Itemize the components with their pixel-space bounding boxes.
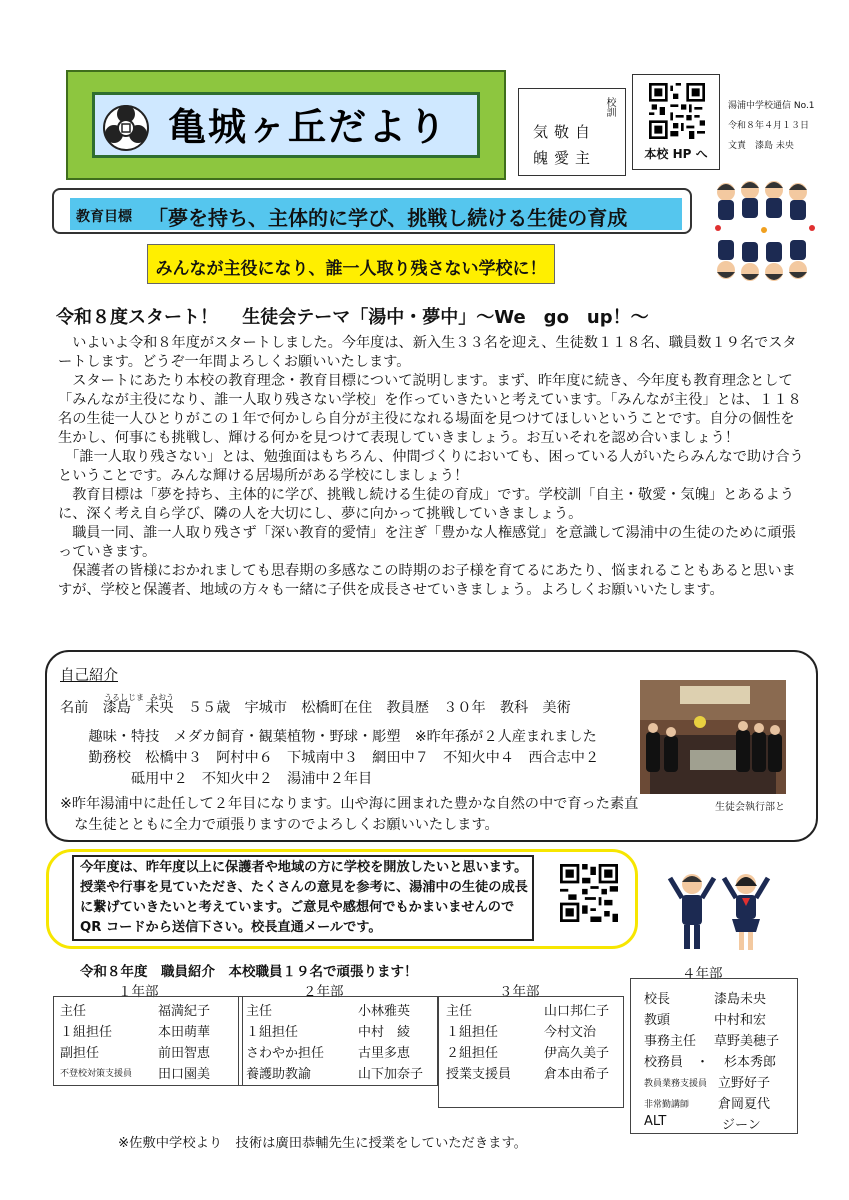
staff-role: 養護助教諭 bbox=[246, 1067, 312, 1082]
intro-line: な生徒とともに全力で頑張りますのでよろしくお願いいたします。 bbox=[60, 817, 499, 833]
staff-role: 非常勤講師 bbox=[644, 1100, 690, 1110]
issue-date: 令和８年４月１３日 bbox=[728, 121, 810, 131]
article-body bbox=[58, 334, 806, 600]
staff-heading: 令和８年度 職員紹介 本校職員１９名で頑張ります！ bbox=[80, 964, 418, 980]
staff-role: 不登校対策支援員 bbox=[60, 1069, 133, 1079]
intro-text bbox=[60, 698, 640, 790]
issue-author: 文責 漆島 未央 bbox=[728, 141, 794, 151]
motto-line-1: 気敬自 bbox=[533, 123, 597, 141]
goal-text: 「夢を持ち、主体的に学び、挑戦し続ける生徒の育成 bbox=[148, 206, 628, 230]
staff-name: 中村和宏 bbox=[714, 1013, 767, 1028]
motto-label: 校訓 bbox=[604, 97, 615, 117]
staff-role: ALT bbox=[644, 1114, 667, 1129]
goal-label: 教育目標 bbox=[76, 209, 132, 225]
name-ruby: みおう bbox=[150, 693, 174, 702]
staff-role: １組担任 bbox=[60, 1025, 113, 1040]
staff-name: 伊高久美子 bbox=[544, 1046, 610, 1061]
staff-name: 草野美穂子 bbox=[714, 1034, 780, 1049]
staff-role: ２組担任 bbox=[446, 1046, 499, 1061]
staff-name: 杉本秀郎 bbox=[724, 1055, 777, 1070]
grade-heading: ２年部 bbox=[303, 984, 344, 1000]
qr-code-icon[interactable] bbox=[560, 864, 618, 922]
intro-line: ※昨年湯浦中に赴任して２年目になります。山や海に囲まれた豊かな自然の中で育った素直 bbox=[60, 796, 639, 812]
staff-footnote: ※佐敷中学校より 技術は廣田恭輔先生に授業をしていただきます。 bbox=[118, 1136, 527, 1151]
student-council-photo bbox=[640, 680, 786, 794]
photo-caption: 生徒会執行部と bbox=[715, 802, 785, 813]
grade-heading: ４年部 bbox=[682, 966, 723, 982]
staff-name: 倉本由希子 bbox=[544, 1067, 610, 1082]
staff-role: 教頭 bbox=[644, 1013, 671, 1028]
staff-name: 今村文治 bbox=[544, 1025, 597, 1040]
staff-role: さわやか担任 bbox=[246, 1046, 325, 1061]
staff-role: １組担任 bbox=[446, 1025, 499, 1040]
slogan-text: みんなが主役になり、誰一人取り残さない学校に！ bbox=[155, 259, 547, 279]
article-paragraph: 教育目標は「夢を持ち、主体的に学び、挑戦し続ける生徒の育成」です。学校訓「自主・敬愛・気魄」とあるように、深く考え自ら学び、隣の人を大切にし、夢に向かって挑戦していきましょう。 bbox=[58, 487, 795, 522]
article-paragraph: 職員一同、誰一人取り残さず「深い教育的愛情」を注ぎ「豊かな人権感覚」を意識して湯浦中の生徒のために頑張っていきます。 bbox=[58, 525, 796, 560]
article-paragraph: スタートにあたり本校の教育理念・教育目標について説明します。まず、昨年度に続き、今年度も教育理念として「みんなが主役になり、誰一人取り残さない学校」を作っていきたいと考えています。「みんなが主役」とは、１１８名の生徒一人ひとりがこの１年で何かしら自分が主役になれる場面を見つけてほしいということです。自分の個性を生かし、何事にも挑戦し、輝ける何かを見つけて表現していきましょう。お互いそれを認め合いましょう！ bbox=[58, 373, 802, 446]
staff-name: 山下加奈子 bbox=[358, 1067, 424, 1082]
slogan-banner bbox=[147, 244, 555, 284]
students-illustration-icon bbox=[712, 178, 822, 288]
issue-name: 湯浦中学校通信 No.1 bbox=[728, 101, 815, 111]
school-motto-box bbox=[518, 88, 626, 176]
intro-line: 勤務校 松橋中３ 阿村中６ 下城南中３ 網田中７ 不知火中４ 西合志中２ bbox=[60, 750, 600, 766]
homepage-qr-box[interactable] bbox=[632, 74, 720, 170]
staff-name: 福満紀子 bbox=[158, 1004, 211, 1019]
staff-role: 副担任 bbox=[60, 1046, 100, 1061]
staff-name: 中村 綾 bbox=[358, 1025, 411, 1040]
school-emblem-icon bbox=[100, 100, 152, 152]
intro-line: 名前 漆島 未央 ５５歳 宇城市 松橋町在住 教員歴 ３０年 教科 美術 bbox=[60, 700, 571, 716]
grade-heading: １年部 bbox=[118, 984, 159, 1000]
staff-name: 山口邦仁子 bbox=[544, 1004, 610, 1019]
article-headline: 令和８度スタート！ 生徒会テーマ「湯中・夢中」～We go up！～ bbox=[56, 307, 649, 328]
staff-role: 主任 bbox=[446, 1004, 473, 1019]
staff-role: １組担任 bbox=[246, 1025, 299, 1040]
motto-line-2: 魄愛主 bbox=[533, 149, 597, 167]
staff-role: 事務主任 bbox=[644, 1034, 697, 1049]
staff-role: 授業支援員 bbox=[446, 1067, 512, 1082]
staff-role: 主任 bbox=[60, 1004, 87, 1019]
grade-heading: ３年部 bbox=[499, 984, 540, 1000]
staff-name: 立野好子 bbox=[718, 1076, 771, 1091]
education-goal bbox=[70, 198, 682, 230]
article-paragraph: 「誰一人取り残さない」とは、勉強面はもちろん、仲間づくりにおいても、困っている人がいたらみんなで助け合うということです。みんな輝ける居場所がある学校にしましょう！ bbox=[58, 449, 804, 484]
staff-role: 教員業務支援員 bbox=[644, 1079, 708, 1089]
issue-info bbox=[728, 96, 815, 156]
staff-name: 田口園美 bbox=[158, 1067, 211, 1082]
staff-name: 漆島未央 bbox=[714, 992, 767, 1007]
staff-name: 前田智恵 bbox=[158, 1046, 211, 1061]
staff-role: 校長 bbox=[644, 992, 671, 1007]
article-paragraph: 保護者の皆様におかれましても思春期の多感なこの時期のお子様を育てるにあたり、悩まれることもあると思いますが、学校と保護者、地域の方々も一緒に子供を成長させていきましょう。よろしくお願いいたします。 bbox=[58, 563, 796, 598]
article-paragraph: いよいよ令和８年度がスタートしました。今年度は、新入生３３名を迎え、生徒数１１８名、職員数１９名でスタートします。どうぞ一年間よろしくお願いいたします。 bbox=[58, 335, 797, 370]
intro-heading: 自己紹介 bbox=[60, 668, 118, 684]
intro-line: 趣味・特技 メダカ飼育・観葉植物・野球・彫塑 ※昨年孫が２人産まれました bbox=[60, 729, 597, 745]
staff-name: 本田萌華 bbox=[158, 1025, 211, 1040]
name-ruby: うるしじま bbox=[104, 693, 144, 702]
notice-text: 今年度は、昨年度以上に保護者や地域の方に学校を開放したいと思います。授業や行事を見ていただき、たくさんの意見を参考に、湯浦中の生徒の成長に繋げていきたいと考えています。ご意見や感想何でもかまいませんので QR コードから送信下さい。校長直通メールです。 bbox=[80, 860, 528, 935]
staff-name: 倉岡夏代 bbox=[718, 1097, 771, 1112]
intro-line: 砥用中２ 不知火中２ 湯浦中２年目 bbox=[60, 771, 373, 787]
staff-name: ジーン bbox=[722, 1118, 761, 1133]
staff-name: 古里多恵 bbox=[358, 1046, 411, 1061]
homepage-qr-caption: 本校 HP へ bbox=[644, 147, 708, 161]
staff-name: 小林雅英 bbox=[358, 1004, 411, 1019]
cheering-students-icon bbox=[666, 868, 776, 952]
staff-role: 主任 bbox=[246, 1004, 273, 1019]
qr-code-icon[interactable] bbox=[649, 83, 705, 139]
newsletter-title: 亀城ヶ丘だより bbox=[168, 105, 449, 149]
intro-note bbox=[60, 794, 720, 836]
staff-role: 校務員 ・ bbox=[644, 1055, 710, 1070]
